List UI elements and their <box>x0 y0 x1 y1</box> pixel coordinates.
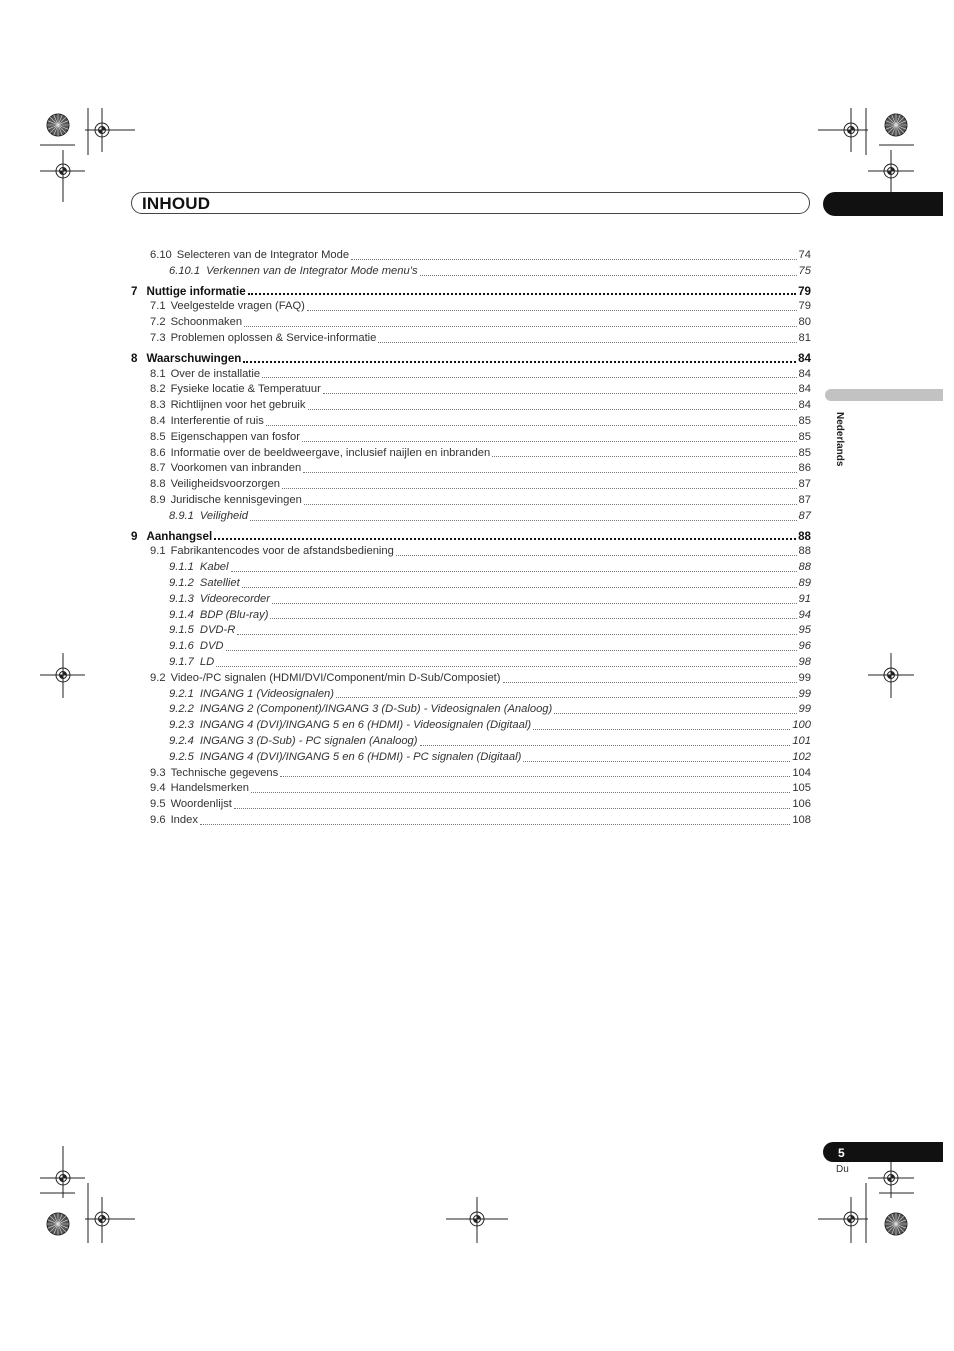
toc-entry-title: Fysieke locatie & Temperatuur <box>170 383 321 396</box>
toc-entry-page: 94 <box>798 608 811 621</box>
toc-entry-number: 8.1 <box>150 367 166 380</box>
toc-entry-title: Verkennen van de Integrator Mode menu’s <box>206 264 418 277</box>
toc-entry-title: INGANG 1 (Videosignalen) <box>199 687 334 700</box>
toc-entry-title: Kabel <box>199 561 229 574</box>
toc-entry-number: 9.6 <box>150 813 166 826</box>
toc-entry-number: 9.1.4 <box>169 608 194 621</box>
toc-entry-page: 79 <box>798 284 811 298</box>
toc-entry-title: Woordenlijst <box>170 798 232 811</box>
toc-entry-number: 7.1 <box>150 300 166 313</box>
toc-entry-page: 87 <box>798 509 811 522</box>
toc-entry-number: 9.1.3 <box>169 592 194 605</box>
toc-entry-number: 9.5 <box>150 798 166 811</box>
toc-entry <box>131 560 811 576</box>
toc-entry <box>131 299 811 315</box>
toc-leader-dots <box>242 587 797 588</box>
toc-entry-number: 8 <box>131 351 138 365</box>
toc-entry <box>131 331 811 347</box>
toc-entry-number: 8.7 <box>150 462 166 475</box>
toc-entry-title: Fabrikantencodes voor de afstandsbediening <box>170 545 394 558</box>
toc-entry <box>131 509 811 525</box>
toc-entry-page: 98 <box>798 655 811 668</box>
toc-entry <box>131 592 811 608</box>
toc-entry <box>131 718 811 734</box>
toc-entry-title: Selecteren van de Integrator Mode <box>176 249 350 261</box>
toc-entry <box>131 797 811 813</box>
toc-leader-dots <box>336 697 797 698</box>
toc-entry-number: 8.3 <box>150 399 166 412</box>
toc-entry-number: 9.1.1 <box>169 561 194 574</box>
toc-entry <box>131 446 811 462</box>
toc-leader-dots <box>523 761 790 762</box>
toc-entry-title: Handelsmerken <box>170 782 249 795</box>
toc-entry-title: INGANG 4 (DVI)/INGANG 5 en 6 (HDMI) - PC signalen (Digitaal) <box>199 750 522 763</box>
toc-entry-number: 9.3 <box>150 766 166 779</box>
toc-leader-dots <box>214 538 796 540</box>
toc-entry-page: 88 <box>798 545 811 558</box>
toc-leader-dots <box>216 666 796 667</box>
toc-entry-number: 8.6 <box>150 446 166 459</box>
toc-entry <box>131 284 811 300</box>
toc-leader-dots <box>323 393 797 394</box>
toc-entry-title: Video-/PC signalen (HDMI/DVI/Component/min D-Sub/Composiet) <box>170 671 501 684</box>
toc-entry-number: 9.1.5 <box>169 624 194 637</box>
toc-leader-dots <box>304 504 797 505</box>
toc-leader-dots <box>533 729 790 730</box>
toc-entry-number: 9 <box>131 529 138 543</box>
toc-leader-dots <box>378 342 796 343</box>
toc-entry-title: Index <box>170 813 198 826</box>
toc-leader-dots <box>282 488 797 489</box>
toc-leader-dots <box>244 326 796 327</box>
toc-entry-page: 91 <box>798 592 811 605</box>
toc-entry-number: 8.5 <box>150 430 166 443</box>
toc-leader-dots <box>303 472 796 473</box>
toc-entry-number: 9.2.2 <box>169 703 194 716</box>
toc-entry <box>131 248 811 264</box>
toc-entry <box>131 750 811 766</box>
toc-leader-dots <box>237 634 796 635</box>
toc-entry-title: Waarschuwingen <box>146 351 242 365</box>
toc-entry-number: 9.1.7 <box>169 655 194 668</box>
toc-entry-page: 84 <box>798 399 811 412</box>
toc-entry-page: 86 <box>798 462 811 475</box>
toc-entry <box>131 655 811 671</box>
toc-entry-title: LD <box>199 655 215 668</box>
toc-entry <box>131 766 811 782</box>
toc-entry-page: 89 <box>798 576 811 589</box>
toc-entry-page: 105 <box>792 782 811 795</box>
toc-entry-number: 9.1 <box>150 545 166 558</box>
toc-entry <box>131 351 811 367</box>
toc-entry <box>131 813 811 829</box>
language-code: Du <box>836 1164 849 1175</box>
toc-entry-number: 7.3 <box>150 331 166 344</box>
toc-entry-page: 99 <box>798 687 811 700</box>
toc-entry-number: 9.1.6 <box>169 640 194 653</box>
toc-entry <box>131 529 811 545</box>
toc-entry-title: Problemen oplossen & Service-informatie <box>170 331 377 344</box>
toc-entry-number: 9.2.1 <box>169 687 194 700</box>
toc-entry-title: Veiligheid <box>199 509 248 522</box>
toc-entry-page: 100 <box>792 719 811 732</box>
toc-entry <box>131 734 811 750</box>
toc-entry <box>131 461 811 477</box>
toc-leader-dots <box>272 603 797 604</box>
toc-leader-dots <box>248 293 796 295</box>
toc-entry-page: 108 <box>792 813 811 826</box>
toc-entry-title: Informatie over de beeldweergave, inclusief naijlen en inbranden <box>170 446 491 459</box>
toc-entry-page: 81 <box>798 331 811 344</box>
toc-leader-dots <box>554 713 796 714</box>
toc-leader-dots <box>302 441 797 442</box>
language-tab <box>825 389 943 401</box>
toc-entry-title: Juridische kennisgevingen <box>170 493 302 506</box>
toc-entry-page: 79 <box>798 300 811 313</box>
toc-entry-number: 6.10.1 <box>169 264 201 277</box>
toc-leader-dots <box>420 275 797 276</box>
page-title-box <box>131 192 810 214</box>
toc-entry-number: 8.9 <box>150 493 166 506</box>
toc-leader-dots <box>396 555 797 556</box>
toc-entry-page: 99 <box>798 671 811 684</box>
toc-entry-page: 99 <box>798 703 811 716</box>
toc-entry-page: 75 <box>798 264 811 277</box>
toc-entry-number: 9.4 <box>150 782 166 795</box>
toc-entry-page: 88 <box>798 529 811 543</box>
toc-entry-page: 74 <box>798 249 811 261</box>
toc-entry-title: Richtlijnen voor het gebruik <box>170 399 306 412</box>
toc-entry-page: 102 <box>792 750 811 763</box>
toc-leader-dots <box>250 520 797 521</box>
toc-entry-number: 9.2.3 <box>169 719 194 732</box>
toc-leader-dots <box>308 409 797 410</box>
toc-entry <box>131 544 811 560</box>
toc-entry-page: 85 <box>798 414 811 427</box>
toc-entry-title: Technische gegevens <box>170 766 279 779</box>
toc-entry-title: Nuttige informatie <box>146 284 246 298</box>
toc-entry-page: 101 <box>792 734 811 747</box>
toc-leader-dots <box>231 571 797 572</box>
toc-entry-page: 95 <box>798 624 811 637</box>
toc-entry <box>131 315 811 331</box>
toc-entry-title: INGANG 2 (Component)/INGANG 3 (D-Sub) - Videosignalen (Analoog) <box>199 703 553 716</box>
toc-leader-dots <box>234 808 790 809</box>
toc-entry-title: Videorecorder <box>199 592 270 605</box>
toc-leader-dots <box>492 456 796 457</box>
toc-entry-page: 84 <box>798 383 811 396</box>
toc-entry-number: 7.2 <box>150 316 166 329</box>
toc-entry-number: 9.1.2 <box>169 576 194 589</box>
toc-entry-page: 85 <box>798 446 811 459</box>
toc-entry-title: Veiligheidsvoorzorgen <box>170 478 281 491</box>
toc-entry-number: 7 <box>131 284 138 298</box>
toc-leader-dots <box>270 618 796 619</box>
toc-entry-page: 87 <box>798 478 811 491</box>
toc-entry <box>131 623 811 639</box>
toc-entry <box>131 781 811 797</box>
toc-entry-number: 8.9.1 <box>169 509 194 522</box>
toc-entry <box>131 477 811 493</box>
toc-entry-page: 88 <box>798 561 811 574</box>
toc-entry <box>131 639 811 655</box>
page-number: 5 <box>838 1146 845 1160</box>
toc-leader-dots <box>307 310 797 311</box>
toc-entry-number: 8.2 <box>150 383 166 396</box>
toc-entry-title: INGANG 4 (DVI)/INGANG 5 en 6 (HDMI) - Videosignalen (Digitaal) <box>199 719 532 732</box>
toc-entry <box>131 398 811 414</box>
toc-entry-title: BDP (Blu-ray) <box>199 608 269 621</box>
toc-leader-dots <box>351 259 796 260</box>
toc-entry-title: Interferentie of ruis <box>170 414 264 427</box>
table-of-contents <box>131 248 811 829</box>
toc-entry-number: 9.2 <box>150 671 166 684</box>
toc-entry-title: Veelgestelde vragen (FAQ) <box>170 300 305 313</box>
toc-entry-page: 87 <box>798 493 811 506</box>
toc-entry-title: DVD <box>199 640 224 653</box>
toc-entry-page: 104 <box>792 766 811 779</box>
toc-entry-title: Voorkomen van inbranden <box>170 462 302 475</box>
toc-entry-page: 85 <box>798 430 811 443</box>
toc-entry-number: 8.8 <box>150 478 166 491</box>
toc-entry-number: 8.4 <box>150 414 166 427</box>
toc-leader-dots <box>266 425 797 426</box>
header-tab <box>823 192 943 216</box>
toc-leader-dots <box>280 776 790 777</box>
toc-leader-dots <box>420 745 791 746</box>
toc-entry-title: INGANG 3 (D-Sub) - PC signalen (Analoog) <box>199 734 418 747</box>
toc-entry-title: Over de installatie <box>170 367 261 380</box>
toc-entry-title: Satelliet <box>199 576 240 589</box>
toc-entry-title: Schoonmaken <box>170 316 243 329</box>
toc-entry <box>131 687 811 703</box>
toc-entry <box>131 430 811 446</box>
toc-entry <box>131 608 811 624</box>
toc-leader-dots <box>200 824 790 825</box>
toc-entry-page: 80 <box>798 316 811 329</box>
toc-entry-page: 106 <box>792 798 811 811</box>
toc-entry-title: DVD-R <box>199 624 236 637</box>
toc-entry <box>131 414 811 430</box>
toc-leader-dots <box>503 682 797 683</box>
toc-entry <box>131 671 811 687</box>
toc-entry <box>131 264 811 280</box>
toc-entry <box>131 382 811 398</box>
toc-leader-dots <box>262 377 796 378</box>
toc-entry-page: 84 <box>798 351 811 365</box>
toc-entry <box>131 702 811 718</box>
page-title: INHOUD <box>142 194 211 213</box>
toc-leader-dots <box>226 650 797 651</box>
toc-entry-number: 6.10 <box>150 249 172 261</box>
toc-entry-title: Aanhangsel <box>146 529 213 543</box>
toc-entry-title: Eigenschappen van fosfor <box>170 430 300 443</box>
toc-entry-page: 84 <box>798 367 811 380</box>
toc-entry-page: 96 <box>798 640 811 653</box>
toc-entry <box>131 493 811 509</box>
toc-leader-dots <box>251 792 790 793</box>
toc-entry <box>131 576 811 592</box>
toc-entry-number: 9.2.4 <box>169 734 194 747</box>
toc-entry <box>131 367 811 383</box>
toc-entry-number: 9.2.5 <box>169 750 194 763</box>
toc-leader-dots <box>243 361 796 363</box>
language-label: Nederlands <box>834 412 845 467</box>
